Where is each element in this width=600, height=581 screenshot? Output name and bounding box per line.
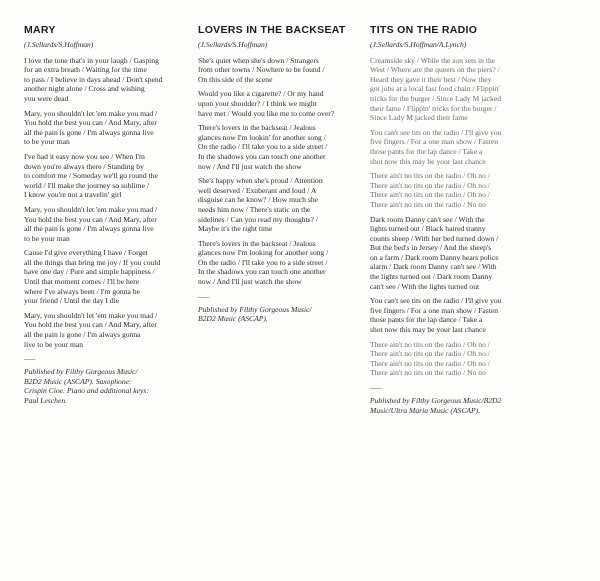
lyric-line: There ain't no tits on the radio / Oh no / xyxy=(370,339,490,349)
lyric-line: There ain't no tits on the radio / Oh no / xyxy=(370,358,490,368)
lyric-line: counts sheep / With her bed turned down / xyxy=(370,233,499,243)
lyric-line: shot now this may be your last chance xyxy=(370,156,486,166)
lyric-line: well deserved / Exuberant and loud / A xyxy=(198,185,317,195)
lyric-line: five fingers / For a one man show / Fasten xyxy=(370,305,499,315)
verse xyxy=(24,205,188,243)
lyric-line: Maybe it's the right time xyxy=(198,224,273,234)
lyric-line: Would you like a cigarette? / Or my hand xyxy=(198,89,324,99)
lyric-line: You hold the best you can / And Mary, after xyxy=(24,320,157,330)
publishing-line: Paul Leschen. xyxy=(24,396,68,405)
song-title: LOVERS IN THE BACKSEAT xyxy=(198,24,346,36)
publishing-line: Published by Filthy Gorgeous Music/B2D2 xyxy=(370,396,502,405)
separator: ––– xyxy=(24,354,36,364)
lyric-line: from other towns / Nowhere to be found / xyxy=(198,65,325,75)
lyric-line: their fame / Flippin' tricks for the burger / xyxy=(370,103,497,113)
lyric-line: disguise can he know? / How much she xyxy=(198,195,318,205)
lyric-line: In the shadows you can touch one another xyxy=(198,267,326,277)
lyric-line: On this side of the scene xyxy=(198,74,273,84)
verse xyxy=(198,89,361,118)
lyric-line: all the pain is gone / I'm always gonna live xyxy=(24,224,154,234)
song-mary xyxy=(24,24,188,406)
verse xyxy=(198,239,361,287)
lyric-line: another night alone / Cross and wishing xyxy=(24,84,145,94)
lyric-line: needs him now / There's static on the xyxy=(198,204,311,214)
publishing-line: Music/Ultra Maria Music (ASCAP). xyxy=(370,405,481,415)
lyric-line: Dark room Danny can't see / With the xyxy=(370,214,485,224)
verse xyxy=(370,296,534,334)
verse xyxy=(370,128,534,166)
lyric-line: Since Lady M jacked their fame xyxy=(370,113,468,123)
verse xyxy=(198,176,361,234)
lyric-line: to comfort me / Someday we'll go round the xyxy=(24,171,158,181)
lyric-line: where I've always been / I'm gonna be xyxy=(24,286,140,296)
lyric-line: There ain't no tits on the radio / No no xyxy=(370,199,486,209)
verse xyxy=(370,340,534,378)
publishing-credit xyxy=(198,305,361,324)
lyric-line: Until that moment comes / I'll be here xyxy=(24,277,140,287)
song-tits-on-the-radio xyxy=(370,24,534,415)
verse xyxy=(370,56,534,123)
lyric-line: Heard they gave it their best / Now they xyxy=(370,74,492,84)
lyric-line: those pants for the lap dance / Take a xyxy=(370,315,483,325)
lyric-line: live to be your man xyxy=(24,339,84,349)
lyric-line: Mary, you shouldn't let 'em make you mad / xyxy=(24,310,158,320)
verse xyxy=(24,248,188,306)
lyric-line: all the pain is gone / I'm always gonna xyxy=(24,330,141,340)
lyric-line: On the radio / I'll take you to a side street / xyxy=(198,257,328,267)
lyric-line: But the bed's in Jersey / And the sheep's xyxy=(370,243,492,253)
lyric-line: those pants for the lap dance / Take a xyxy=(370,146,483,156)
lyric-line: I've had it easy now you see / When I'm xyxy=(24,151,145,161)
verse xyxy=(24,56,188,104)
lyric-line: glances now I'm lookin' for another song / xyxy=(198,132,326,142)
lyric-line: all the things that bring me joy / If you could xyxy=(24,257,161,267)
lyric-line: I know you're not a travelin' girl xyxy=(24,190,122,200)
verse xyxy=(198,123,361,171)
lyric-line: have met / Would you like me to come over? xyxy=(198,108,335,118)
lyric-line: world / I'll make the journey so sublime / xyxy=(24,180,149,190)
lyric-line: On the radio / I'll take you to a side street / xyxy=(198,142,328,152)
lyrics-body xyxy=(370,56,534,378)
lyric-line: lights turned out / Black haired tranny xyxy=(370,224,486,234)
publishing-line: Published by Filthy Gorgeous Music/ xyxy=(24,367,138,377)
lyric-line: She's happy when she's proud / Attention xyxy=(198,176,323,186)
lyric-line: you were dead xyxy=(24,93,69,103)
songwriter-credit: (J.Sellards/S.Hoffman) xyxy=(24,40,94,49)
lyric-line: West / Where are the queers on the piers? / xyxy=(370,65,500,75)
lyrics-body xyxy=(198,56,361,287)
lyric-line: can't see / With the lights turned out xyxy=(370,281,480,291)
lyric-line: In the shadows you can touch one another xyxy=(198,151,326,161)
lyric-line: your friend / Until the day I die xyxy=(24,296,120,306)
lyric-line: five fingers / For a one man show / Fasten xyxy=(370,137,499,147)
lyric-line: You can't see tits on the radio / I'll give you xyxy=(370,127,502,137)
lyric-line: on a farm / Dark room Danny hears police xyxy=(370,252,499,262)
lyric-line: There ain't no tits on the radio / Oh no / xyxy=(370,171,490,181)
lyric-line: Mary, you shouldn't let 'em make you mad / xyxy=(24,204,158,214)
lyric-line: to be your man xyxy=(24,233,70,243)
lyric-line: You can't see tits on the radio / I'll give you xyxy=(370,296,502,306)
lyrics-body xyxy=(24,56,188,350)
lyric-line: tricks for the burger / Since Lady M jacked xyxy=(370,93,502,103)
verse xyxy=(24,152,188,200)
lyric-line: have one day / Pure and simple happiness / xyxy=(24,267,155,277)
lyric-line: to pass / I believe in days ahead / Don't spend xyxy=(24,74,163,84)
publishing-line: B2D2 Music (ASCAP). xyxy=(198,314,268,324)
publishing-line: Crispin Cioe. Piano and additional keys: xyxy=(24,386,149,396)
lyric-line: now / And I'll just watch the show xyxy=(198,161,302,171)
lyric-line: Cause I'd give everything I have / Forget xyxy=(24,248,148,258)
lyric-line: shot now this may be your last chance xyxy=(370,325,486,335)
songwriter-credit: (J.Sellards/S.Hoffman) xyxy=(198,40,268,49)
lyric-line: the lights turned out / Dark room Danny xyxy=(370,272,493,282)
song-lovers-in-the-backseat xyxy=(198,24,361,324)
verse xyxy=(24,311,188,349)
lyric-line: There ain't no tits on the radio / No no xyxy=(370,368,486,378)
lyric-line: sidelines / Can you read my thoughts? / xyxy=(198,214,319,224)
lyric-line: There's lovers in the backseat / Jealous xyxy=(198,238,316,248)
lyric-line: to be your man xyxy=(24,137,70,147)
lyric-line: for an extra breath / Waiting for the time xyxy=(24,65,147,75)
publishing-credit xyxy=(24,367,188,405)
lyric-line: got jobs at a local fast food chain / Flippin' xyxy=(370,84,500,94)
lyric-line: I love the tone that's in your laugh / Gasping xyxy=(24,55,159,65)
publishing-line: B2D2 Music (ASCAP). Saxophone: xyxy=(24,376,132,386)
verse xyxy=(198,56,361,85)
separator: ––– xyxy=(370,383,382,392)
verse xyxy=(370,171,534,209)
song-title: TITS ON THE RADIO xyxy=(370,24,478,36)
lyric-line: You hold the best you can / And Mary, after xyxy=(24,118,157,128)
verse xyxy=(24,109,188,147)
songwriter-credit: (J.Sellards/S.Hoffman/A.Lynch) xyxy=(370,40,467,49)
separator: ––– xyxy=(198,291,210,301)
lyric-line: There's lovers in the backseat / Jealous xyxy=(198,123,316,133)
lyric-line: all the pain is gone / I'm always gonna live xyxy=(24,127,154,137)
lyric-line: down you're always there / Standing by xyxy=(24,161,144,171)
lyric-line: alarm / Dark room Danny can't see / With xyxy=(370,262,497,272)
verse xyxy=(370,215,534,292)
lyric-line: You hold the best you can / And Mary, after xyxy=(24,214,157,224)
lyric-line: upon your shoulder? / I think we might xyxy=(198,98,317,108)
publishing-line: Published by Filthy Gorgeous Music/ xyxy=(198,304,312,314)
lyric-line: There ain't no tits on the radio / Oh no / xyxy=(370,180,490,190)
lyric-line: now / And I'll just watch the show xyxy=(198,277,302,287)
publishing-credit xyxy=(370,396,534,415)
lyric-line: Creamside sky / While the sun sets in the xyxy=(370,55,496,65)
lyric-line: She's quiet when she's down / Strangers xyxy=(198,55,319,65)
song-title: MARY xyxy=(24,24,56,36)
lyric-line: There ain't no tits on the radio / Oh no / xyxy=(370,349,490,359)
lyric-line: There ain't no tits on the radio / Oh no / xyxy=(370,190,490,200)
lyric-line: Mary, you shouldn't let 'em make you mad / xyxy=(24,108,158,118)
lyric-line: glances now I'm looking for another song / xyxy=(198,248,329,258)
